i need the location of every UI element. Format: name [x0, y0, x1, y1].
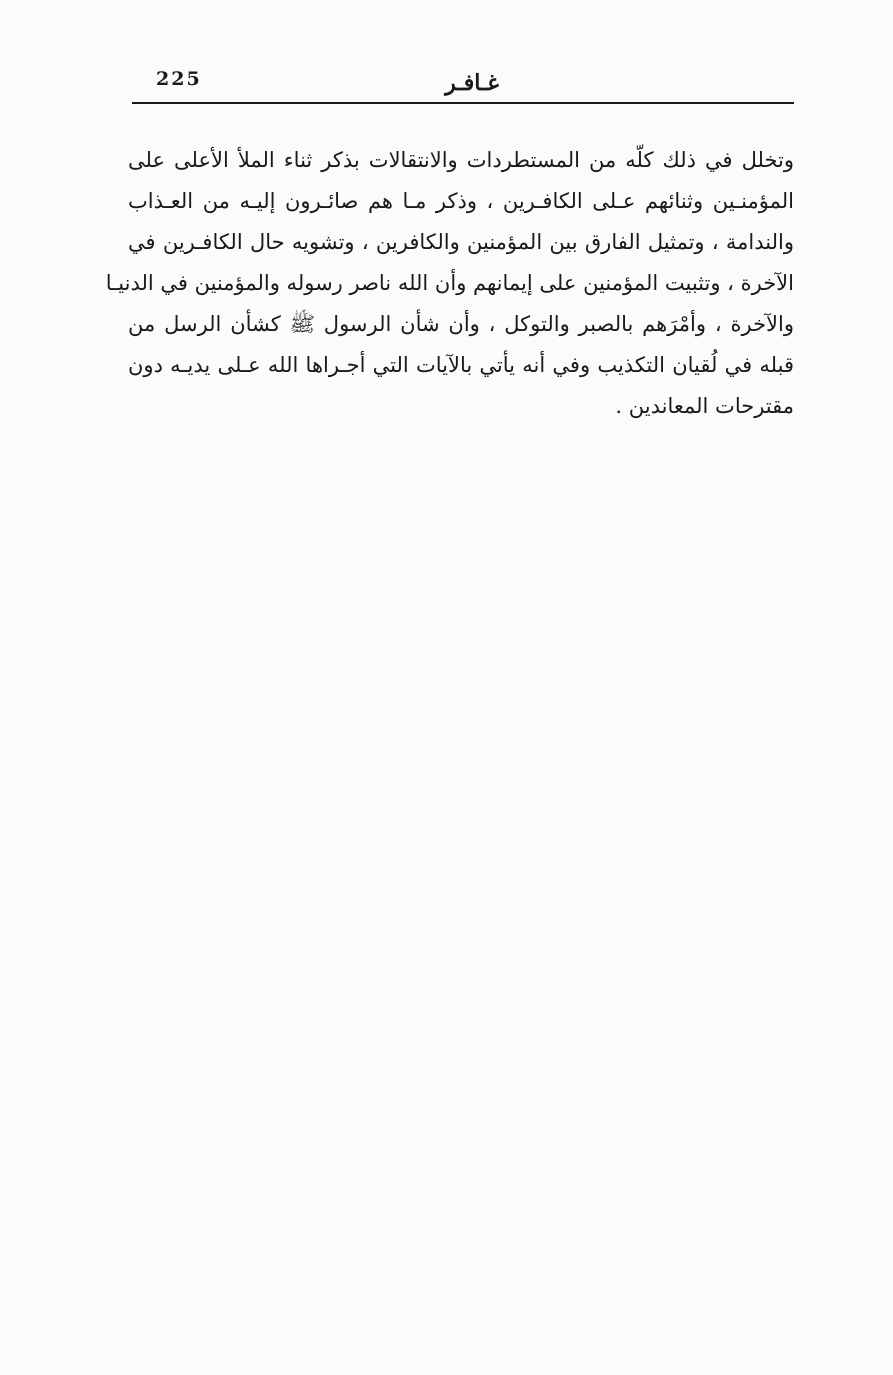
text-line: قبله في لُقيان التكذيب وفي أنه يأتي بالآيات التي أجـراها الله عـلى يديـه دون [128, 353, 794, 377]
text-line: والندامة ، وتمثيل الفارق بين المؤمنين والكافرين ، وتشويه حال الكافـرين في [128, 230, 794, 254]
header-rule [132, 102, 794, 104]
running-title: غـافـر [445, 70, 499, 96]
text-line: والآخرة ، وأمْرَهم بالصبر والتوكل ، وأن شأن الرسول ﷺ كشأن الرسل من [128, 312, 794, 336]
page-number: 225 [156, 68, 202, 90]
body-paragraph [105, 140, 794, 427]
text-line: الآخرة ، وتثبيت المؤمنين على إيمانهم وأن الله ناصر رسوله والمؤمنين في الدنيـا [105, 271, 794, 295]
text-line: المؤمنـين وثنائهم عـلى الكافـرين ، وذكر مـا هم صائـرون إليـه من العـذاب [128, 189, 794, 213]
text-line: وتخلل في ذلك كلّه من المستطردات والانتقالات بذكر ثناء الملأ الأعلى على [128, 148, 794, 172]
page-header [132, 60, 794, 106]
text-line: مقترحات المعاندين . [615, 394, 794, 418]
